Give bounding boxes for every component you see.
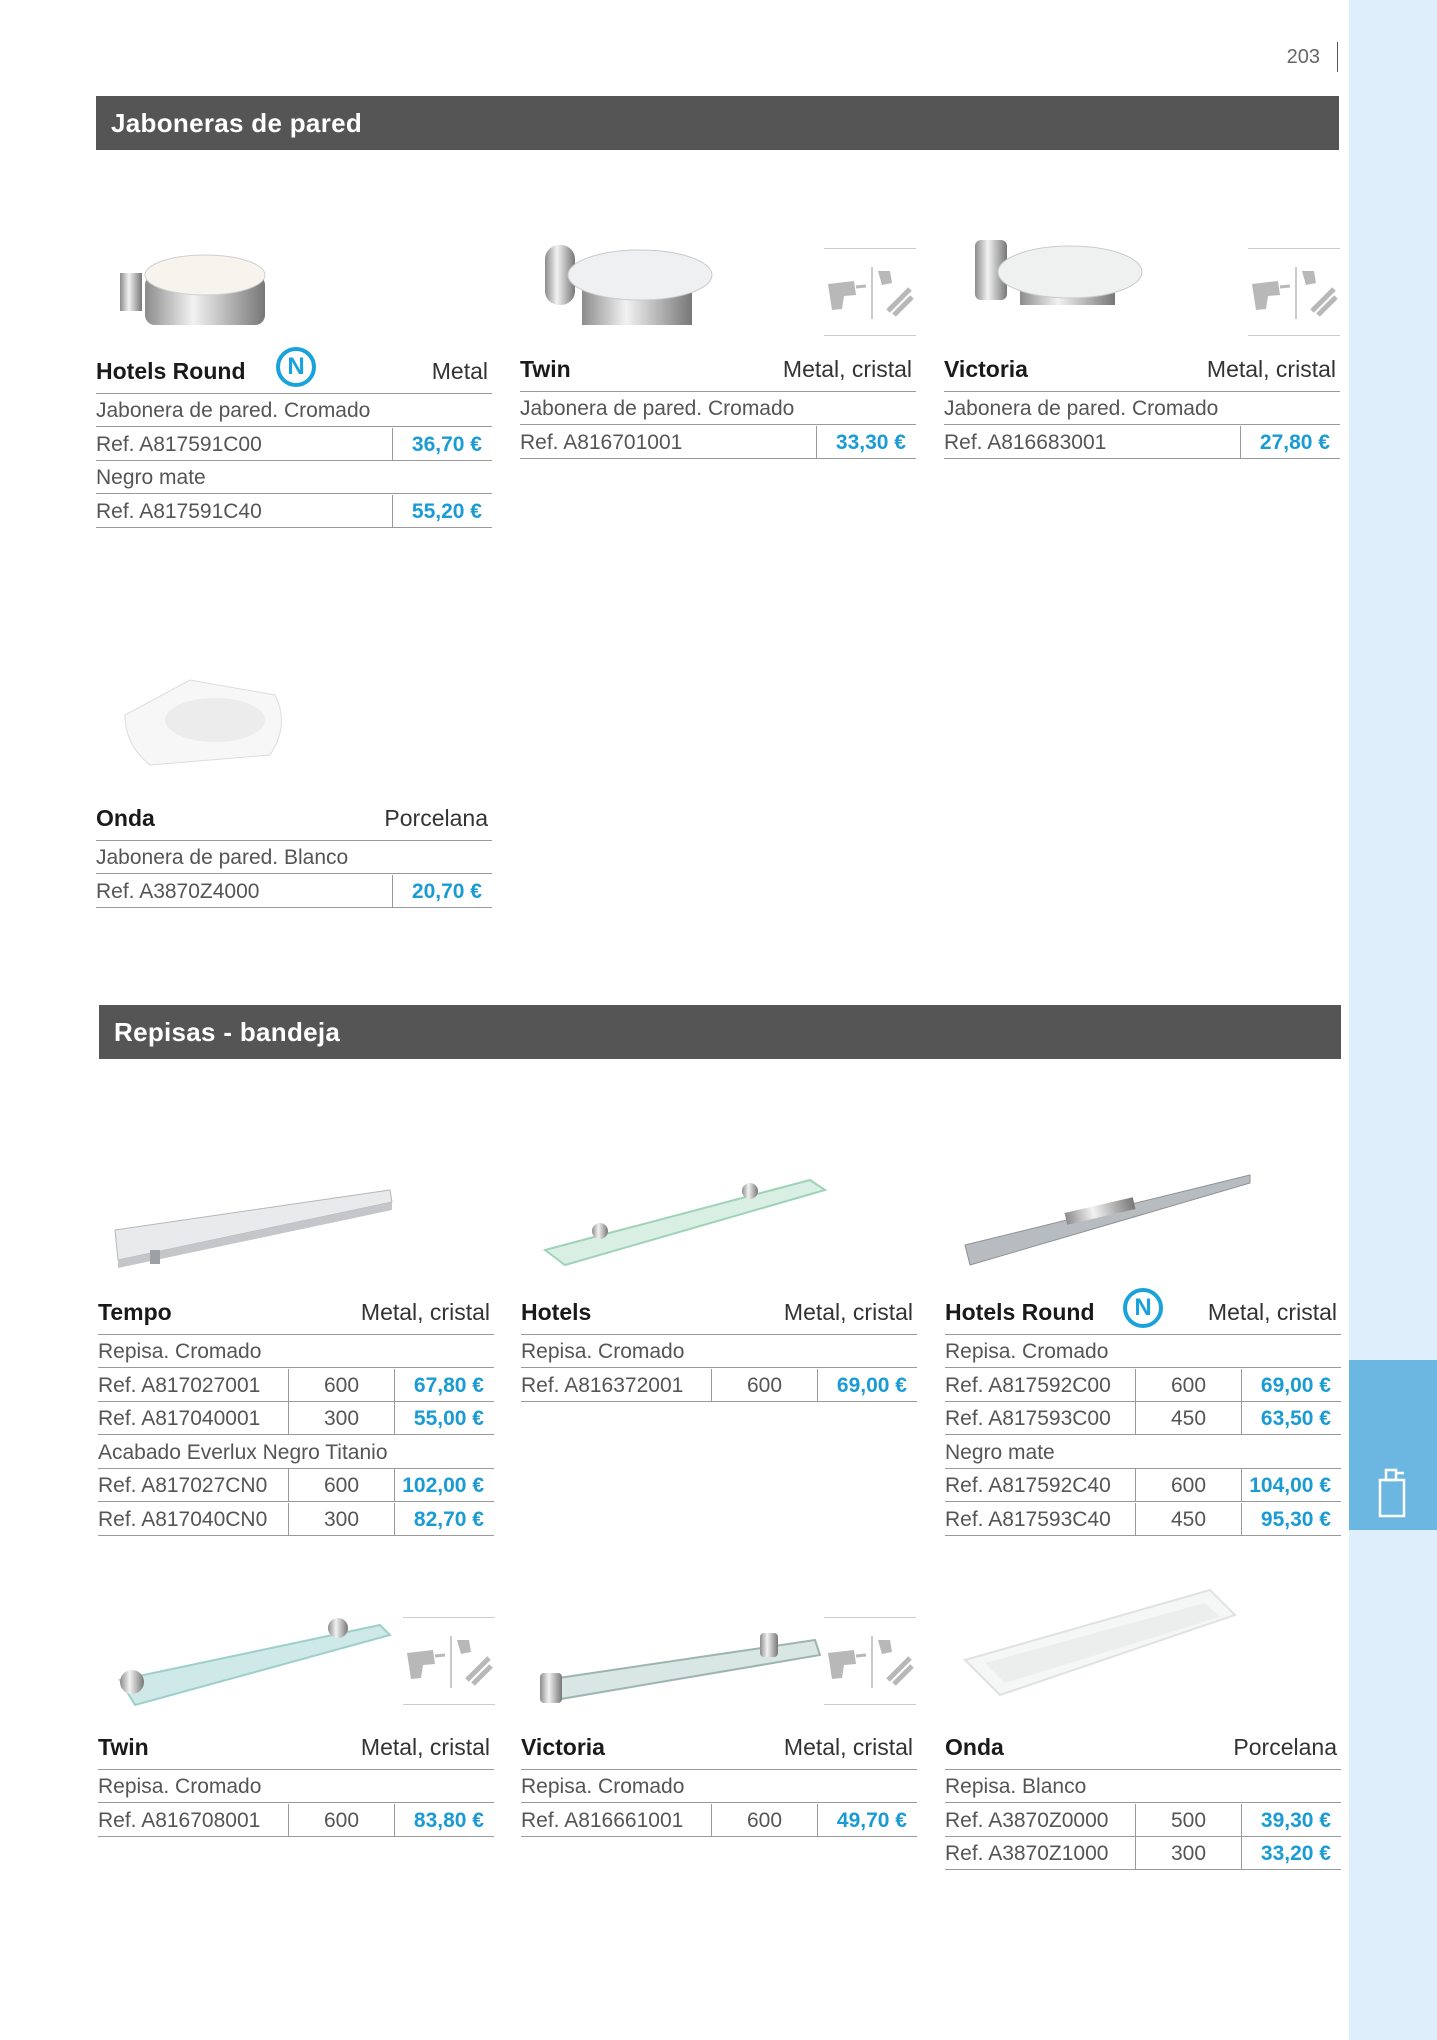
finish-row	[98, 1436, 494, 1469]
drill-icon	[1252, 281, 1290, 310]
reference-row	[98, 1503, 494, 1536]
product-material: Metal, cristal	[1206, 356, 1336, 382]
finish-label: Negro mate	[96, 466, 206, 489]
product-image-twin-shelf	[110, 1610, 400, 1710]
product-name: Hotels Round	[96, 358, 246, 384]
no-drill-adhesive-icon	[1302, 271, 1336, 315]
reference-code: Ref. A817040CN0	[98, 1507, 268, 1531]
product-material: Metal, cristal	[360, 1734, 490, 1760]
reference-code: Ref. A817040001	[98, 1407, 261, 1430]
size-mm: 600	[711, 1369, 817, 1401]
finish-row	[944, 392, 1340, 425]
no-drill-adhesive-icon	[878, 1640, 912, 1684]
product-material: Porcelana	[1233, 1734, 1337, 1760]
reference-row	[98, 1469, 494, 1502]
product-material: Metal, cristal	[783, 1299, 913, 1325]
product-name: Twin	[98, 1734, 149, 1760]
installation-icons-victoria	[1248, 248, 1340, 336]
product-header	[945, 1296, 1341, 1335]
reference-code: Ref. A816683001	[944, 430, 1107, 454]
size-mm: 500	[1135, 1804, 1241, 1836]
product-image-tempo-shelf	[110, 1180, 400, 1270]
category-tab[interactable]	[1349, 1360, 1437, 1530]
drill-icon	[828, 281, 866, 310]
drill-icon	[407, 1650, 445, 1679]
section-title-shelves: Repisas - bandeja	[99, 1005, 1341, 1059]
size-mm: 600	[288, 1469, 394, 1501]
product-header	[98, 1731, 494, 1770]
finish-label: Jabonera de pared. Cromado	[520, 397, 795, 420]
product-name: Onda	[945, 1734, 1004, 1760]
price: 36,70 €	[392, 428, 492, 460]
size-mm: 600	[288, 1804, 394, 1836]
finish-label: Repisa. Cromado	[945, 1340, 1109, 1363]
reference-code: Ref. A3870Z4000	[96, 879, 260, 903]
price: 33,30 €	[816, 426, 916, 458]
finish-row	[96, 461, 492, 494]
reference-code: Ref. A817592C00	[945, 1373, 1111, 1397]
reference-row	[96, 875, 492, 908]
product-header	[520, 353, 916, 392]
product-name: Tempo	[98, 1299, 172, 1325]
new-badge-icon: N	[1123, 1288, 1163, 1328]
finish-row	[98, 1770, 494, 1803]
reference-row	[98, 1804, 494, 1837]
size-mm: 450	[1135, 1402, 1241, 1434]
product-image-twin-soap-dish	[540, 230, 720, 340]
reference-row	[945, 1369, 1341, 1402]
finish-label: Repisa. Blanco	[945, 1775, 1087, 1798]
product-material: Metal	[431, 358, 488, 384]
price: 102,00 €	[394, 1469, 494, 1501]
reference-row	[96, 428, 492, 461]
product-image-onda-soap-dish	[120, 675, 290, 775]
price: 69,00 €	[1241, 1369, 1341, 1401]
new-badge-icon: N	[276, 347, 316, 387]
reference-row	[945, 1402, 1341, 1435]
reference-code: Ref. A816701001	[520, 430, 683, 454]
size-mm: 300	[1135, 1837, 1241, 1869]
finish-row	[98, 1335, 494, 1368]
product-header	[945, 1731, 1341, 1770]
finish-label: Repisa. Cromado	[98, 1775, 262, 1798]
installation-icons-twin	[824, 248, 916, 336]
product-header	[96, 355, 492, 394]
finish-row	[945, 1770, 1341, 1803]
reference-code: Ref. A816372001	[521, 1373, 684, 1397]
size-mm: 300	[288, 1503, 394, 1535]
product-name: Victoria	[521, 1734, 605, 1760]
size-mm: 300	[288, 1402, 394, 1434]
installation-icons-victoria-shelf	[824, 1617, 916, 1705]
price: 83,80 €	[394, 1804, 494, 1836]
price: 49,70 €	[817, 1804, 917, 1836]
product-header	[521, 1731, 917, 1770]
product-header	[98, 1296, 494, 1335]
reference-row	[98, 1369, 494, 1402]
product-header	[521, 1296, 917, 1335]
price: 69,00 €	[817, 1369, 917, 1401]
product-name: Hotels Round	[945, 1299, 1095, 1325]
size-mm: 600	[1135, 1469, 1241, 1501]
price: 27,80 €	[1240, 426, 1340, 458]
reference-row	[944, 426, 1340, 459]
price: 33,20 €	[1241, 1837, 1341, 1869]
finish-row	[945, 1335, 1341, 1368]
product-material: Metal, cristal	[360, 1299, 490, 1325]
finish-row	[520, 392, 916, 425]
product-name: Victoria	[944, 356, 1028, 382]
product-image-onda-shelf	[960, 1585, 1240, 1705]
reference-code: Ref. A817591C00	[96, 432, 262, 456]
finish-label: Repisa. Cromado	[521, 1340, 685, 1363]
reference-code: Ref. A817592C40	[945, 1474, 1111, 1497]
reference-row	[521, 1804, 917, 1837]
product-name: Onda	[96, 805, 155, 831]
finish-row	[96, 841, 492, 874]
page-number: 203	[1286, 46, 1320, 68]
page-number-rule	[1337, 42, 1338, 72]
reference-row	[945, 1837, 1341, 1870]
product-header	[944, 353, 1340, 392]
reference-code: Ref. A816708001	[98, 1808, 261, 1832]
finish-row	[96, 394, 492, 427]
finish-label: Repisa. Cromado	[521, 1775, 685, 1798]
installation-icons-twin-shelf	[403, 1617, 495, 1705]
size-mm: 600	[1135, 1369, 1241, 1401]
product-image-hotels-shelf	[540, 1175, 830, 1270]
finish-label: Negro mate	[945, 1440, 1055, 1464]
reference-code: Ref. A817591C40	[96, 499, 262, 523]
finish-label: Jabonera de pared. Cromado	[96, 399, 371, 422]
finish-row	[521, 1770, 917, 1803]
product-image-hotels-round-shelf	[960, 1165, 1260, 1275]
finish-row	[521, 1335, 917, 1368]
price: 104,00 €	[1241, 1469, 1341, 1501]
product-name: Hotels	[521, 1299, 592, 1325]
product-name: Twin	[520, 356, 571, 382]
reference-code: Ref. A3870Z1000	[945, 1842, 1109, 1865]
finish-row	[945, 1436, 1341, 1469]
reference-code: Ref. A817027001	[98, 1373, 261, 1397]
soap-dispenser-icon	[1377, 1468, 1407, 1518]
side-strip	[1349, 0, 1437, 2040]
product-material: Metal, cristal	[1207, 1299, 1337, 1325]
no-drill-adhesive-icon	[878, 271, 912, 315]
finish-label: Jabonera de pared. Cromado	[944, 397, 1219, 420]
price: 39,30 €	[1241, 1804, 1341, 1836]
reference-row	[945, 1503, 1341, 1536]
product-material: Metal, cristal	[782, 356, 912, 382]
reference-code: Ref. A816661001	[521, 1808, 684, 1832]
product-image-victoria-soap-dish	[970, 230, 1150, 330]
reference-row	[521, 1369, 917, 1402]
reference-code: Ref. A817593C40	[945, 1507, 1111, 1531]
size-mm: 450	[1135, 1503, 1241, 1535]
reference-code: Ref. A3870Z0000	[945, 1808, 1109, 1832]
product-material: Porcelana	[384, 805, 488, 831]
reference-row	[945, 1469, 1341, 1502]
product-image-victoria-shelf	[535, 1625, 825, 1715]
price: 55,00 €	[394, 1402, 494, 1434]
finish-label: Jabonera de pared. Blanco	[96, 846, 349, 869]
price: 20,70 €	[392, 875, 492, 907]
drill-icon	[828, 1650, 866, 1679]
price: 55,20 €	[392, 495, 492, 527]
reference-row	[520, 426, 916, 459]
size-mm: 600	[288, 1369, 394, 1401]
reference-row	[98, 1402, 494, 1435]
price: 82,70 €	[394, 1503, 494, 1535]
finish-label: Repisa. Cromado	[98, 1340, 262, 1363]
reference-row	[96, 495, 492, 528]
price: 63,50 €	[1241, 1402, 1341, 1434]
reference-code: Ref. A817027CN0	[98, 1474, 268, 1497]
finish-label: Acabado Everlux Negro Titanio	[98, 1440, 388, 1464]
product-header	[96, 802, 492, 841]
reference-row	[945, 1804, 1341, 1837]
product-material: Metal, cristal	[783, 1734, 913, 1760]
size-mm: 600	[711, 1804, 817, 1836]
reference-code: Ref. A817593C00	[945, 1407, 1111, 1430]
no-drill-adhesive-icon	[457, 1640, 491, 1684]
product-image-hotels-round-soap-dish	[115, 245, 285, 345]
section-title-soap-dishes: Jaboneras de pared	[96, 96, 1339, 150]
price: 67,80 €	[394, 1369, 494, 1401]
price: 95,30 €	[1241, 1503, 1341, 1535]
